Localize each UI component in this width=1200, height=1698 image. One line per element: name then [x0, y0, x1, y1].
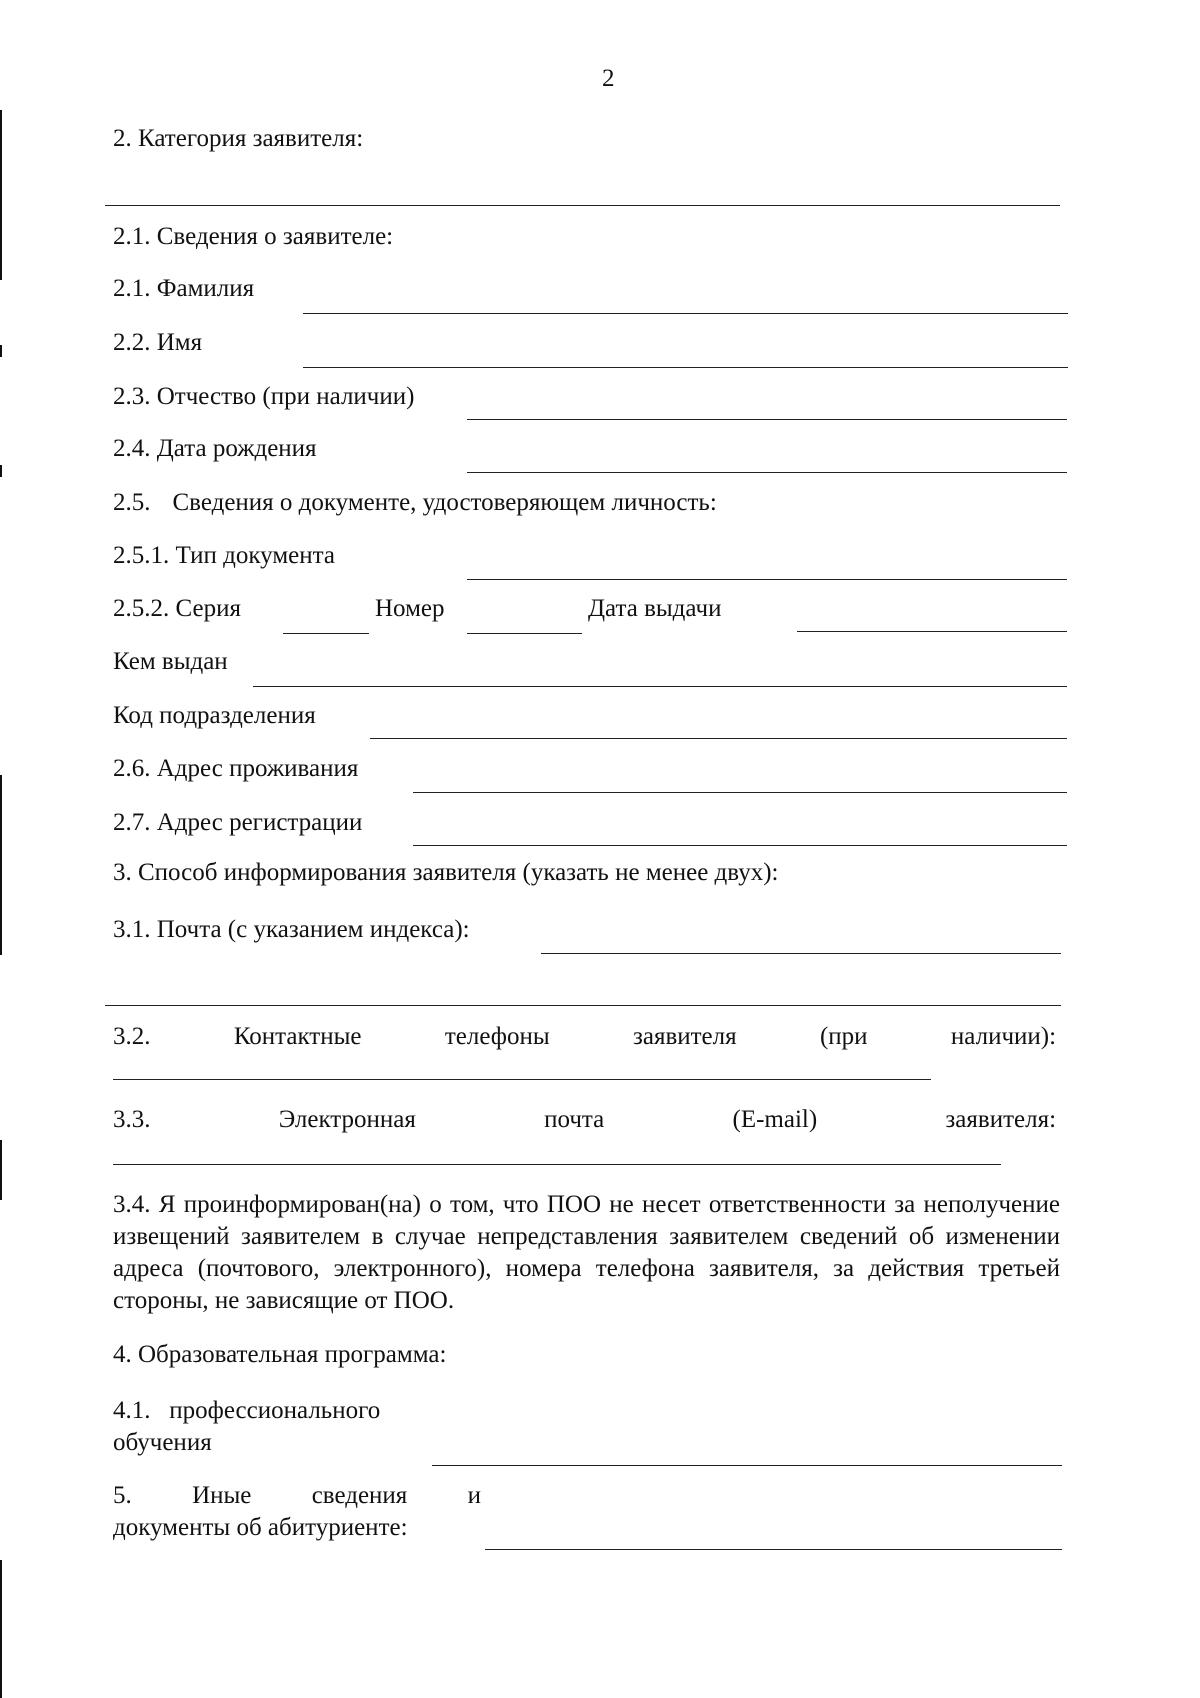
scan-edge-mark — [0, 465, 2, 477]
section-4-title: 4. Образовательная программа: — [113, 1341, 447, 1368]
mail-input-line-1[interactable] — [541, 953, 1061, 954]
prof-training-input-line[interactable] — [432, 1465, 1062, 1466]
scan-edge-mark — [0, 1140, 2, 1200]
series-label: 2.5.2. Серия — [113, 595, 241, 622]
scan-edge-mark — [0, 1560, 2, 1698]
id-document-heading-number: 2.5. — [113, 489, 151, 516]
applicant-info-heading: 2.1. Сведения о заявителе: — [113, 223, 394, 250]
birth-date-input-line[interactable] — [467, 472, 1067, 473]
residence-address-input-line[interactable] — [413, 792, 1067, 793]
division-code-label: Код подразделения — [113, 702, 316, 729]
document-type-label: 2.5.1. Тип документа — [113, 542, 335, 569]
patronymic-input-line[interactable] — [467, 419, 1067, 420]
issue-date-label: Дата выдачи — [588, 595, 722, 622]
email-label: 3.3. Электронная почта (E-mail) заявителя: — [113, 1106, 1057, 1133]
issued-by-label: Кем выдан — [113, 648, 228, 675]
mail-label: 3.1. Почта (с указанием индекса): — [113, 916, 470, 943]
prof-training-label-line2: обучения — [113, 1429, 212, 1456]
surname-input-line[interactable] — [303, 313, 1068, 314]
name-label: 2.2. Имя — [113, 329, 203, 356]
scan-edge-mark — [0, 775, 2, 955]
scan-edge-mark — [0, 345, 2, 357]
scan-edge-mark — [0, 110, 2, 280]
category-input-line[interactable] — [105, 205, 1060, 206]
document-type-input-line[interactable] — [467, 579, 1067, 580]
residence-address-label: 2.6. Адрес проживания — [113, 755, 359, 782]
phones-label: 3.2. Контактные телефоны заявителя (при наличии): — [113, 1023, 1057, 1050]
prof-training-label-line1: 4.1. профессионального — [113, 1397, 381, 1424]
id-document-heading — [113, 488, 717, 518]
issue-date-input-line[interactable] — [797, 631, 1067, 632]
patronymic-label: 2.3. Отчество (при наличии) — [113, 383, 415, 410]
registration-address-input-line[interactable] — [413, 845, 1067, 846]
registration-address-label: 2.7. Адрес регистрации — [113, 809, 363, 836]
name-input-line[interactable] — [303, 367, 1068, 368]
number-label: Номер — [375, 595, 445, 622]
division-code-input-line[interactable] — [370, 738, 1067, 739]
phones-input-line[interactable] — [113, 1079, 931, 1080]
id-document-heading-text: Сведения о документе, удостоверяющем личность: — [172, 489, 717, 516]
number-input-line[interactable] — [467, 633, 582, 634]
series-input-line[interactable] — [283, 633, 369, 634]
issued-by-input-line[interactable] — [253, 686, 1067, 687]
other-info-label-line1: 5. Иные сведения и — [113, 1482, 481, 1509]
section-3-title: 3. Способ информирования заявителя (указать не менее двух): — [113, 859, 779, 886]
mail-input-line-2[interactable] — [105, 1005, 1061, 1006]
other-info-label-line2: документы об абитуриенте: — [113, 1514, 408, 1541]
section-2-title: 2. Категория заявителя: — [113, 125, 364, 152]
other-info-input-line[interactable] — [485, 1549, 1062, 1550]
birth-date-label: 2.4. Дата рождения — [113, 435, 317, 462]
page-number: 2 — [602, 65, 615, 92]
email-input-line[interactable] — [113, 1164, 1001, 1165]
notice-paragraph: 3.4. Я проинформирован(на) о том, что ПОО не несет ответственности за неполучение извещений заявителем в случае непредставления заявителем сведений об изменении адреса (почтового, электронного), номера телефона заявителя, за действия третьей стороны, не зависящие от ПОО. — [113, 1191, 1060, 1314]
surname-label: 2.1. Фамилия — [113, 275, 255, 302]
